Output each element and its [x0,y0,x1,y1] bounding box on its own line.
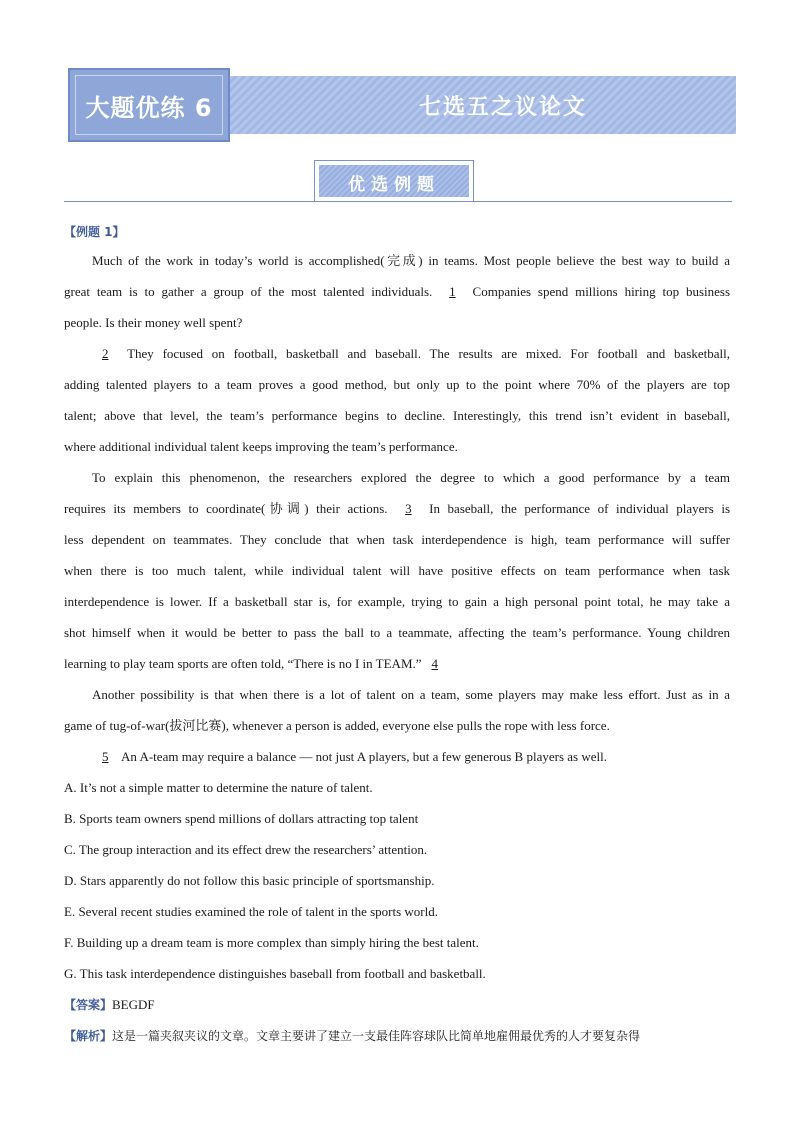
paragraph-2-line-3: talent; above that level, the team’s performance begins to decline. Interestingly, this trend isn’t evident in baseball, [64,408,730,423]
paragraph-2-line-2: adding talented players to a team proves a good method, but only up to the point where 70% of the players are top [64,377,730,392]
paragraph-1-line-1: Much of the work in today’s world is accomplished(完成) in teams. Most people believe the best way to build a [92,253,730,268]
blank-2[interactable]: 2 [102,346,109,361]
header-banner [68,68,736,142]
blank-1[interactable]: 1 [449,284,456,299]
analysis-line [64,1021,730,1052]
blank-4[interactable]: 4 [431,656,439,671]
option-d: D. Stars apparently do not follow this basic principle of sportsmanship. [64,873,435,888]
answer-value: BEGDF [112,997,155,1012]
paragraph-1-line-3: people. Is their money well spent? [64,315,243,330]
analysis-text: 这是一篇夹叙夹议的文章。文章主要讲了建立一支最佳阵容球队比简单地雇佣最优秀的人才要复杂得 [112,1029,641,1043]
blank-3[interactable]: 3 [405,501,412,516]
section-title-box [314,160,474,202]
option-e: E. Several recent studies examined the role of talent in the sports world. [64,904,438,919]
banner-label: 大题优练 6 [85,94,213,122]
example-content [64,222,730,1052]
paragraph-3-line-2: requires its members to coordinate(协调) their actions. 3 In baseball, the performance of individual players is [64,501,731,516]
banner-title: 七选五之议论文 [418,95,587,120]
option-g: G. This task interdependence distinguishes baseball from football and basketball. [64,966,486,981]
paragraph-2-line-4: where additional individual talent keeps improving the team’s performance. [64,439,458,454]
option-b: B. Sports team owners spend millions of dollars attracting top talent [64,811,419,826]
paragraph-5-line-1: 5 An A-team may require a balance — not just A players, but a few generous B players as well. [64,741,730,772]
paragraph-3-line-7: learning to play team sports are often told, “There is no I in TEAM.” 4 [64,648,730,679]
paragraph-2-line-1: 2 They focused on football, basketball and baseball. The results are mixed. For football and basketball, [64,338,730,369]
option-c: C. The group interaction and its effect drew the researchers’ attention. [64,842,428,857]
paragraph-3-line-1: To explain this phenomenon, the researchers explored the degree to which a good performance by a team [92,470,730,485]
paragraph-3-line-5: interdependence is lower. If a basketball star is, for example, trying to gain a high personal point total, he may take a [64,594,730,609]
section-title: 优选例题 [348,175,440,195]
paragraph-4-line-1: Another possibility is that when there is a lot of talent on a team, some players may make less effort. Just as in a [92,687,730,702]
answer-tag: 【答案】 [64,998,113,1012]
banner-title-bar [230,76,736,134]
paragraph-1-line-2: great team is to gather a group of the most talented individuals. 1 Companies spend millions hiring top business [64,284,731,299]
paragraph-3-line-3: less dependent on teammates. They conclude that when task interdependence is high, team performance will suffer [64,532,730,547]
blank-5[interactable]: 5 [102,749,109,764]
answer-line [64,989,730,1021]
option-a: A. It’s not a simple matter to determine the nature of talent. [64,780,373,795]
paragraph-4-line-2: game of tug-of-war(拔河比赛), whenever a person is added, everyone else pulls the rope with less force. [64,718,610,733]
paragraph-3-line-4: when there is too much talent, while individual talent will have positive effects on team performance when task [64,563,730,578]
example-tag: 【例题 1】 [64,225,125,239]
option-f: F. Building up a dream team is more complex than simply hiring the best talent. [64,935,479,950]
banner-label-box [68,68,230,142]
paragraph-3-line-6: shot himself when it would be better to pass the ball to a teammate, affecting the team’s performance. Young children [64,625,730,640]
analysis-tag: 【解析】 [64,1029,113,1043]
